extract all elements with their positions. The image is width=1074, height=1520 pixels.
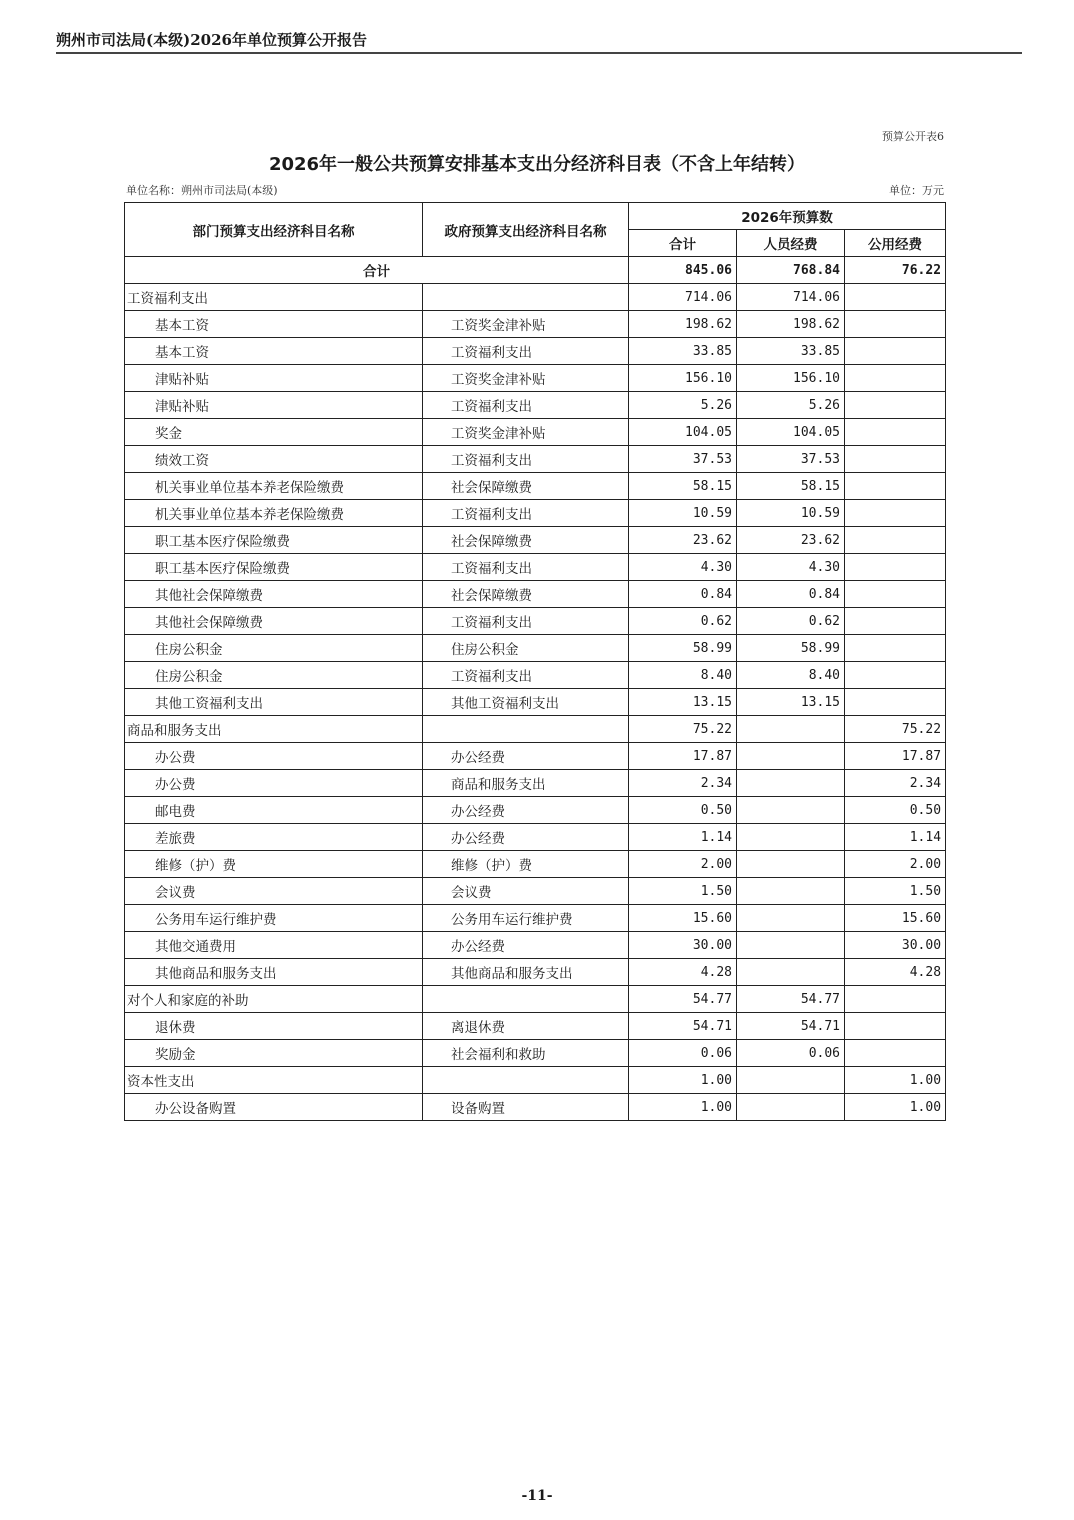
total-cell: 75.22 [629,716,737,743]
category-row [125,986,946,1013]
personnel-cell: 198.62 [737,311,845,338]
personnel-cell [737,932,845,959]
dept-cell: 机关事业单位基本养老保险缴费 [125,500,423,527]
public-cell: 0.50 [845,797,946,824]
gov-cell: 社会福利和救助 [423,1040,629,1067]
personnel-cell [737,770,845,797]
personnel-cell: 23.62 [737,527,845,554]
total-cell: 58.15 [629,473,737,500]
gov-cell: 公务用车运行维护费 [423,905,629,932]
public-cell [845,662,946,689]
total-cell: 58.99 [629,635,737,662]
dept-cell: 住房公积金 [125,662,423,689]
public-cell [845,365,946,392]
gov-cell: 工资福利支出 [423,446,629,473]
table-row [125,338,946,365]
personnel-cell: 58.15 [737,473,845,500]
dept-cell: 奖励金 [125,1040,423,1067]
public-cell [845,635,946,662]
public-cell [845,473,946,500]
dept-cell: 办公费 [125,743,423,770]
public-cell: 2.00 [845,851,946,878]
personnel-cell: 0.84 [737,581,845,608]
total-cell: 17.87 [629,743,737,770]
gov-cell [423,284,629,311]
personnel-cell: 13.15 [737,689,845,716]
personnel-cell [737,1067,845,1094]
table-row [125,689,946,716]
total-cell: 714.06 [629,284,737,311]
total-cell: 33.85 [629,338,737,365]
public-cell [845,419,946,446]
table-number: 预算公开表6 [882,130,944,143]
public-cell [845,1040,946,1067]
page-header [56,30,1022,54]
personnel-cell: 4.30 [737,554,845,581]
public-cell: 2.34 [845,770,946,797]
personnel-cell: 5.26 [737,392,845,419]
gov-cell: 办公经费 [423,743,629,770]
gov-column-header: 政府预算支出经济科目名称 [423,203,629,257]
category-row [125,284,946,311]
total-cell: 1.00 [629,1067,737,1094]
total-cell: 30.00 [629,932,737,959]
public-cell [845,446,946,473]
total-cell: 0.06 [629,1040,737,1067]
gov-cell: 工资福利支出 [423,608,629,635]
personnel-column-header: 人员经费 [737,230,845,257]
personnel-cell [737,824,845,851]
table-row [125,905,946,932]
personnel-cell: 58.99 [737,635,845,662]
public-cell [845,284,946,311]
dept-cell: 津贴补贴 [125,392,423,419]
report-title: 朔州市司法局(本级)2026年单位预算公开报告 [56,31,367,49]
total-cell: 8.40 [629,662,737,689]
dept-cell: 办公费 [125,770,423,797]
gov-cell: 维修（护）费 [423,851,629,878]
public-cell: 1.50 [845,878,946,905]
total-cell: 2.00 [629,851,737,878]
total-cell: 10.59 [629,500,737,527]
gov-cell: 工资福利支出 [423,662,629,689]
dept-cell: 办公设备购置 [125,1094,423,1121]
gov-cell: 工资奖金津补贴 [423,311,629,338]
public-cell [845,608,946,635]
total-column-header: 合计 [629,230,737,257]
table-row [125,554,946,581]
dept-cell: 资本性支出 [125,1067,423,1094]
table-row [125,608,946,635]
total-cell: 2.34 [629,770,737,797]
dept-cell: 基本工资 [125,311,423,338]
public-cell [845,581,946,608]
dept-cell: 工资福利支出 [125,284,423,311]
gov-cell: 工资福利支出 [423,392,629,419]
personnel-cell [737,716,845,743]
personnel-cell [737,905,845,932]
total-cell: 1.14 [629,824,737,851]
total-cell: 15.60 [629,905,737,932]
dept-cell: 其他社会保障缴费 [125,581,423,608]
gov-cell: 其他商品和服务支出 [423,959,629,986]
dept-cell: 其他交通费用 [125,932,423,959]
table-row [125,1094,946,1121]
gov-cell: 办公经费 [423,797,629,824]
gov-cell: 住房公积金 [423,635,629,662]
public-cell [845,554,946,581]
gov-cell: 工资福利支出 [423,500,629,527]
personnel-cell: 54.77 [737,986,845,1013]
personnel-cell [737,959,845,986]
gov-cell: 社会保障缴费 [423,473,629,500]
table-row [125,581,946,608]
table-row [125,419,946,446]
personnel-cell: 33.85 [737,338,845,365]
public-cell [845,500,946,527]
category-row [125,716,946,743]
personnel-cell [737,743,845,770]
table-row [125,878,946,905]
gov-cell: 社会保障缴费 [423,581,629,608]
dept-cell: 公务用车运行维护费 [125,905,423,932]
table-row [125,932,946,959]
public-cell [845,392,946,419]
gov-cell: 会议费 [423,878,629,905]
dept-cell: 对个人和家庭的补助 [125,986,423,1013]
personnel-cell: 0.06 [737,1040,845,1067]
public-cell: 1.00 [845,1094,946,1121]
dept-cell: 商品和服务支出 [125,716,423,743]
dept-cell: 其他社会保障缴费 [125,608,423,635]
personnel-cell [737,797,845,824]
dept-cell: 维修（护）费 [125,851,423,878]
table-row [125,527,946,554]
currency-unit: 单位：万元 [889,184,944,197]
gov-cell: 其他工资福利支出 [423,689,629,716]
total-row-total: 845.06 [629,257,737,284]
dept-column-header: 部门预算支出经济科目名称 [125,203,423,257]
personnel-cell: 714.06 [737,284,845,311]
personnel-cell: 104.05 [737,419,845,446]
total-cell: 5.26 [629,392,737,419]
gov-cell: 工资福利支出 [423,338,629,365]
gov-cell: 工资奖金津补贴 [423,419,629,446]
gov-cell: 工资福利支出 [423,554,629,581]
total-cell: 0.84 [629,581,737,608]
gov-cell: 工资奖金津补贴 [423,365,629,392]
gov-cell: 商品和服务支出 [423,770,629,797]
public-cell [845,338,946,365]
personnel-cell: 54.71 [737,1013,845,1040]
dept-cell: 其他工资福利支出 [125,689,423,716]
total-cell: 1.50 [629,878,737,905]
personnel-cell: 8.40 [737,662,845,689]
dept-cell: 住房公积金 [125,635,423,662]
table-row [125,662,946,689]
table-row [125,365,946,392]
table-row [125,1040,946,1067]
public-cell [845,527,946,554]
dept-cell: 退休费 [125,1013,423,1040]
table-row [125,959,946,986]
page-number: -11- [521,1488,553,1504]
public-cell: 75.22 [845,716,946,743]
public-cell: 17.87 [845,743,946,770]
dept-cell: 机关事业单位基本养老保险缴费 [125,473,423,500]
total-row [125,257,946,284]
budget-table [124,202,946,1121]
table-row [125,473,946,500]
dept-cell: 会议费 [125,878,423,905]
table-row [125,635,946,662]
total-cell: 54.71 [629,1013,737,1040]
total-cell: 198.62 [629,311,737,338]
personnel-cell [737,851,845,878]
dept-cell: 津贴补贴 [125,365,423,392]
public-cell: 1.00 [845,1067,946,1094]
table-row [125,311,946,338]
personnel-cell: 37.53 [737,446,845,473]
gov-cell: 办公经费 [423,932,629,959]
table-row [125,770,946,797]
total-cell: 4.28 [629,959,737,986]
public-cell [845,986,946,1013]
table-row [125,743,946,770]
dept-cell: 其他商品和服务支出 [125,959,423,986]
total-cell: 23.62 [629,527,737,554]
total-cell: 13.15 [629,689,737,716]
public-cell [845,1013,946,1040]
total-row-personnel: 768.84 [737,257,845,284]
total-cell: 156.10 [629,365,737,392]
personnel-cell: 0.62 [737,608,845,635]
gov-cell [423,1067,629,1094]
dept-cell: 绩效工资 [125,446,423,473]
gov-cell [423,716,629,743]
personnel-cell: 156.10 [737,365,845,392]
dept-cell: 职工基本医疗保险缴费 [125,554,423,581]
public-cell: 30.00 [845,932,946,959]
gov-cell [423,986,629,1013]
personnel-cell [737,878,845,905]
dept-cell: 邮电费 [125,797,423,824]
gov-cell: 设备购置 [423,1094,629,1121]
public-cell: 4.28 [845,959,946,986]
total-cell: 0.50 [629,797,737,824]
total-cell: 54.77 [629,986,737,1013]
total-cell: 0.62 [629,608,737,635]
public-column-header: 公用经费 [845,230,946,257]
total-cell: 4.30 [629,554,737,581]
table-row [125,392,946,419]
personnel-cell: 10.59 [737,500,845,527]
table-row [125,446,946,473]
total-cell: 37.53 [629,446,737,473]
dept-cell: 奖金 [125,419,423,446]
unit-name: 单位名称：朔州市司法局(本级) [126,184,278,197]
gov-cell: 社会保障缴费 [423,527,629,554]
total-row-label: 合计 [125,257,629,284]
public-cell [845,311,946,338]
table-row [125,824,946,851]
table-row [125,797,946,824]
public-cell [845,689,946,716]
gov-cell: 办公经费 [423,824,629,851]
table-row [125,500,946,527]
gov-cell: 离退休费 [423,1013,629,1040]
dept-cell: 基本工资 [125,338,423,365]
category-row [125,1067,946,1094]
table-row [125,1013,946,1040]
public-cell: 15.60 [845,905,946,932]
dept-cell: 职工基本医疗保险缴费 [125,527,423,554]
total-cell: 104.05 [629,419,737,446]
personnel-cell [737,1094,845,1121]
public-cell: 1.14 [845,824,946,851]
dept-cell: 差旅费 [125,824,423,851]
table-row [125,851,946,878]
budget-group-header: 2026年预算数 [629,203,946,230]
total-cell: 1.00 [629,1094,737,1121]
total-row-public: 76.22 [845,257,946,284]
table-title: 2026年一般公共预算安排基本支出分经济科目表（不含上年结转） [268,154,806,175]
